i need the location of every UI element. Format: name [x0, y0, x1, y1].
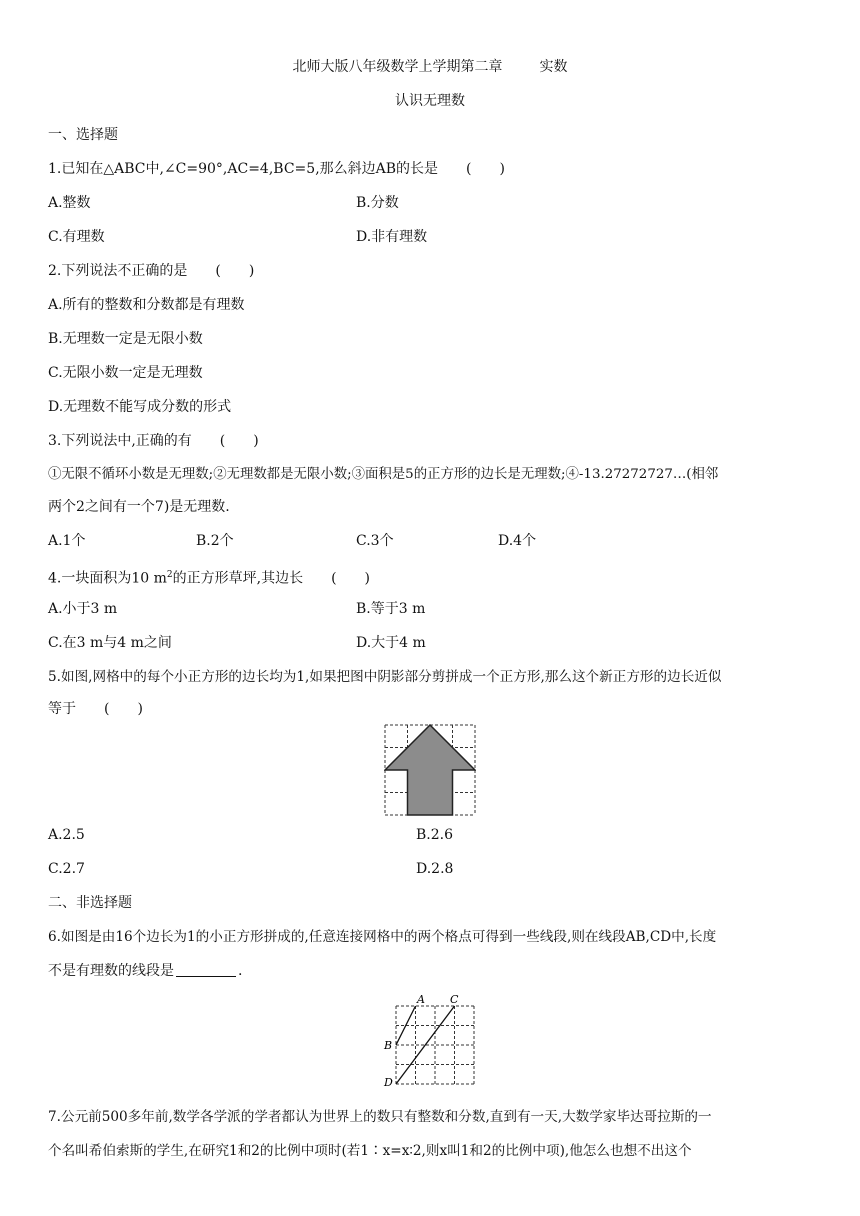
- page-subtitle: 认识无理数: [395, 93, 465, 109]
- q3-statements-line1: ①无限不循环小数是无理数;②无理数都是无限小数;③面积是5的正方形的边长是无理数;④-13.27272727…(相邻: [48, 467, 719, 482]
- label-b: B: [384, 1039, 393, 1052]
- q6-stem-line2-pre: 不是有理数的线段是: [48, 963, 174, 979]
- q2-option-b: B.无理数一定是无限小数: [48, 331, 203, 347]
- segment-cd: [396, 1006, 455, 1084]
- q4-option-a: A.小于3 m: [48, 601, 118, 617]
- q4-stem-pre: 4.一块面积为10 m: [48, 570, 167, 587]
- q2-option-d: D.无理数不能写成分数的形式: [48, 399, 232, 415]
- q1-option-c: C.有理数: [48, 229, 105, 245]
- q3-option-b: B.2个: [196, 533, 234, 549]
- q3-option-c: C.3个: [356, 533, 394, 549]
- q5-option-b: B.2.6: [416, 827, 454, 843]
- q5-stem-line1: 5.如图,网格中的每个小正方形的边长均为1,如果把图中阴影部分剪拼成一个正方形,那么这个新正方形的边长近似: [48, 669, 722, 685]
- q2-stem: 2.下列说法不正确的是 ( ): [48, 263, 255, 279]
- q5-option-d: D.2.8: [416, 861, 454, 877]
- q5-option-c: C.2.7: [48, 861, 85, 877]
- q3-stem: 3.下列说法中,正确的有 ( ): [48, 433, 259, 449]
- q5-option-a: A.2.5: [48, 827, 85, 843]
- label-d: D: [384, 1076, 393, 1086]
- q6-answer-blank[interactable]: [176, 962, 236, 977]
- q3-option-d: D.4个: [498, 533, 537, 549]
- q1-option-d: D.非有理数: [356, 229, 428, 245]
- q3-option-a: A.1个: [48, 533, 86, 549]
- q6-grid-figure: [380, 992, 480, 1086]
- q4-stem-post: 的正方形草坪,其边长 ( ): [172, 570, 371, 587]
- q1-option-b: B.分数: [356, 195, 399, 211]
- q2-option-c: C.无限小数一定是无理数: [48, 365, 203, 381]
- page-title: [0, 58, 860, 76]
- section-heading-1: 一、选择题: [48, 127, 118, 143]
- q4-stem: [48, 566, 370, 588]
- q5-stem-line2: 等于 ( ): [48, 701, 143, 717]
- title-chapter: 实数: [539, 59, 568, 75]
- q7-stem-line2: 个名叫希伯索斯的学生,在研究1和2的比例中项时(若1∶x=x∶2,则x叫1和2的比例中项),他怎么也想不出这个: [48, 1143, 692, 1159]
- section-heading-2: 二、非选择题: [48, 895, 132, 911]
- q7-stem-line1: 7.公元前500多年前,数学各学派的学者都认为世界上的数只有整数和分数,直到有一天,大数学家毕达哥拉斯的一: [48, 1109, 712, 1125]
- q6-stem-line1: 6.如图是由16个边长为1的小正方形拼成的,任意连接网格中的两个格点可得到一些线段,则在线段AB,CD中,长度: [48, 929, 717, 945]
- q3-statements-line2: 两个2之间有一个7)是无理数.: [48, 499, 230, 515]
- label-c: C: [450, 993, 459, 1006]
- q4-option-c: C.在3 m与4 m之间: [48, 635, 172, 651]
- q1-stem: 1.已知在△ABC中,∠C=90°,AC=4,BC=5,那么斜边AB的长是 ( ): [48, 161, 505, 177]
- q1-option-a: A.整数: [48, 195, 91, 211]
- q5-shaded-arrow: [385, 725, 475, 815]
- q5-arrow-grid-figure: [384, 724, 476, 816]
- q4-stem-sup: 2: [166, 570, 173, 580]
- q4-option-b: B.等于3 m: [356, 601, 426, 617]
- q4-option-d: D.大于4 m: [356, 635, 426, 651]
- q6-stem-line2: [48, 962, 242, 980]
- q2-option-a: A.所有的整数和分数都是有理数: [48, 297, 245, 313]
- title-main: 北师大版八年级数学上学期第二章: [292, 59, 503, 75]
- q6-stem-line2-post: .: [238, 963, 243, 979]
- label-a: A: [417, 993, 425, 1006]
